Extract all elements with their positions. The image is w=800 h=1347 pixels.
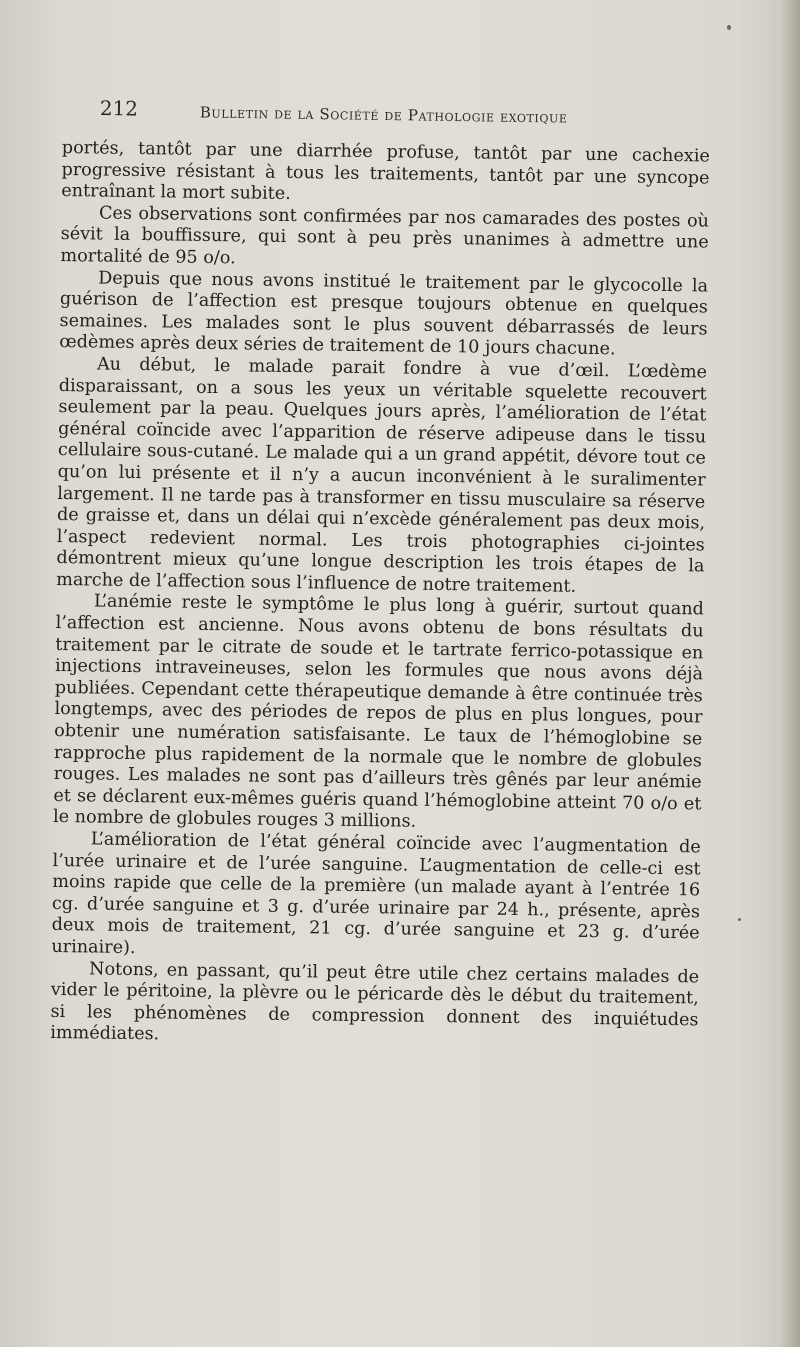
paragraph-observations: Ces observations sont confirmées par nos camarades des postes où sévit la bouffissure, qui sont à peu près unanimes à admettre une mortalité de 95 o/o. <box>60 203 710 269</box>
body-text <box>50 138 710 1053</box>
paragraph-recovery: Au début, le malade parait fondre à vue d’œil. L’œdème disparaissant, on a sous les yeux un véritable squelette recouvert seulement par la peau. Quelques jours après, l’amélioration de l’état général coïncide avec l’apparition de réserve adipeuse dans le tissu cellulaire sous-cutané. Le malade qui a un grand appétit, dévore tout ce qu’on lui présente et il n’y a aucun inconvénient à le suralimenter largement. Il ne tarde pas à transformer en tissu musculaire sa réserve de graisse et, dans un délai qui n’excède généralement pas deux mois, l’aspect redevient normal. Les trois photographies ci-jointes démontrent mieux qu’une longue description les trois étapes de la marche de l’affection sous l’influence de notre traitement. <box>56 354 708 597</box>
paper-speck <box>727 25 731 30</box>
paragraph-note: Notons, en passant, qu’il peut être utile chez certains malades de vider le péritoine, la plèvre ou le péricarde dès le début du traitement, si les phénomènes de compression donnent des inquiétudes immédiates. <box>50 958 700 1045</box>
paragraph-urea: L’amélioration de l’état général coïncide avec l’augmentation de l’urée urinaire et de l’urée sanguine. L’augmentation de celle-ci est moins rapide que celle de la première (un malade ayant à l’entrée 16 cg. d’urée sanguine et 3 g. d’urée urinaire par 24 h., présente, après deux mois de traitement, 21 cg. d’urée sanguine et 23 g. d’urée urinaire). <box>51 829 701 958</box>
paper-speck <box>738 918 741 921</box>
page-number: 212 <box>99 96 139 121</box>
paragraph-anemia: L’anémie reste le symptôme le plus long à guérir, surtout quand l’affection est ancienne. Nous avons obtenu de bons résultats du traitement par le citrate de soude et le tartrate ferrico-potassique en injections intraveineuses, selon les formules que nous avons déjà publiées. Cependant cette thérapeutique demande à être continuée très longtemps, avec des périodes de repos de plus en plus longues, pour obtenir une numération satisfaisante. Le taux de l’hémoglobine se rapproche plus rapidement de la normale que le nombre de globules rouges. Les malades ne sont pas d’ailleurs très gênés par leur anémie et se déclarent eux-mêmes guéris quand l’hémoglobine atteint 70 o/o et le nombre de globules rouges 3 millions. <box>52 591 705 833</box>
paragraph-treatment: Depuis que nous avons institué le traitement par le glycocolle la guérison de l’affection est presque toujours obtenue en quelques semaines. Les malades sont le plus souvent débarrassés de leurs œdèmes après deux séries de traitement de 10 jours chacune. <box>59 268 709 360</box>
running-header <box>99 96 719 141</box>
running-title: Bulletin de la Société de Pathologie exotique <box>199 103 568 127</box>
paragraph-continuation: portés, tantôt par une diarrhée profuse, tantôt par une cachexie progressive résistant à tous les traitements, tantôt par une syncope entraînant la mort subite. <box>61 138 710 205</box>
page-edge-shadow <box>778 0 800 1347</box>
